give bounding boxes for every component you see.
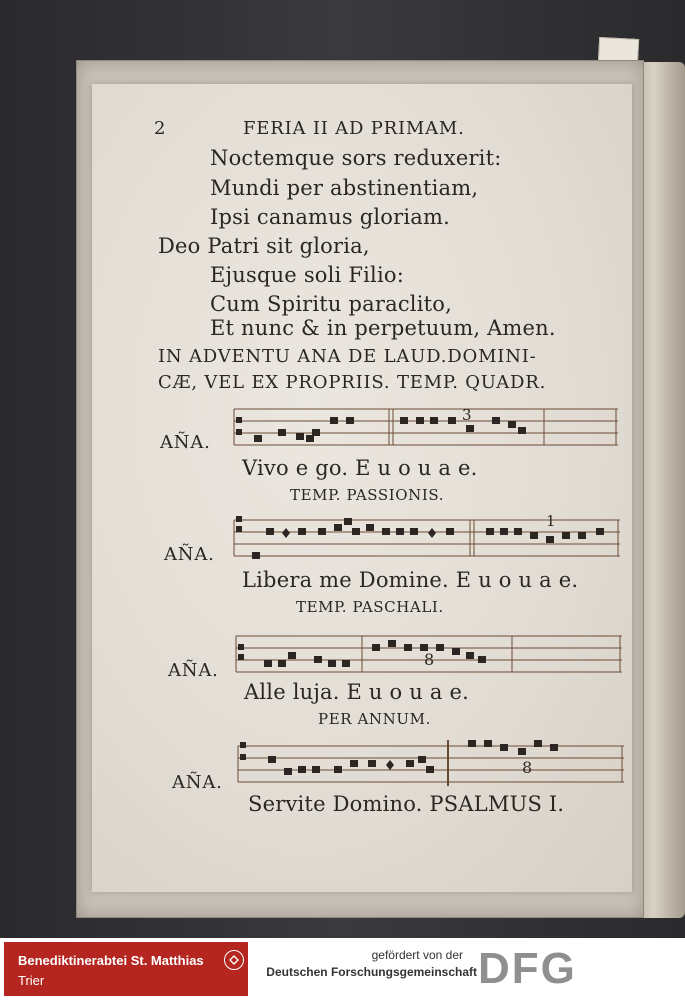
hymn-line: Mundi per abstinentiam, bbox=[210, 176, 479, 200]
hymn-line: Cum Spiritu paraclito, bbox=[210, 292, 452, 316]
chant-text: Servite Domino. PSALMUS I. bbox=[248, 792, 565, 816]
hymn-line: Ejusque soli Filio: bbox=[210, 263, 404, 287]
antiphon-label: AÑA. bbox=[172, 772, 223, 793]
institution-city: Trier bbox=[18, 973, 45, 988]
chant-text: Vivo e go. E u o u a e. bbox=[242, 456, 478, 480]
psalm-tone: 3 bbox=[462, 406, 473, 424]
institution-name: Benediktinerabtei St. Matthias bbox=[18, 953, 204, 968]
hymn-line: Deo Patri sit gloria, bbox=[158, 234, 370, 258]
season-heading: TEMP. PASCHALI. bbox=[296, 598, 444, 616]
page-number: 2 bbox=[154, 118, 167, 139]
running-head: FERIA II AD PRIMAM. bbox=[243, 118, 465, 139]
dfg-logo[interactable]: DFG bbox=[478, 944, 577, 993]
psalm-tone: 8 bbox=[424, 650, 435, 669]
antiphon-label: AÑA. bbox=[160, 432, 211, 453]
chant-staff bbox=[234, 514, 620, 560]
antiphon-label: AÑA. bbox=[164, 544, 215, 565]
chant-staff bbox=[238, 740, 624, 786]
funding-note: gefördert von der bbox=[371, 948, 463, 962]
hymn-line: Et nunc & in perpetuum, Amen. bbox=[210, 316, 556, 340]
hymn-line: Ipsi canamus gloriam. bbox=[210, 205, 450, 229]
chant-staff bbox=[234, 407, 618, 449]
abbey-emblem-icon bbox=[224, 950, 244, 970]
chant-text: Alle luja. E u o u a e. bbox=[244, 680, 469, 704]
chant-text: Libera me Domine. E u o u a e. bbox=[242, 568, 579, 592]
season-heading: TEMP. PASSIONIS. bbox=[290, 486, 445, 504]
institution-badge[interactable] bbox=[4, 942, 248, 996]
season-heading: PER ANNUM. bbox=[318, 710, 431, 728]
rubric-line: CÆ, VEL EX PROPRIIS. TEMP. QUADR. bbox=[158, 372, 547, 393]
psalm-tone: 8 bbox=[522, 758, 533, 777]
rubric-line: IN ADVENTU ANA DE LAUD.DOMINI- bbox=[158, 346, 537, 367]
antiphon-label: AÑA. bbox=[168, 660, 219, 681]
footer-bar bbox=[0, 938, 685, 1000]
psalm-tone: 1 bbox=[546, 512, 557, 530]
hymn-line: Noctemque sors reduxerit: bbox=[210, 146, 502, 170]
funder-name: Deutschen Forschungsgemeinschaft bbox=[266, 965, 477, 979]
